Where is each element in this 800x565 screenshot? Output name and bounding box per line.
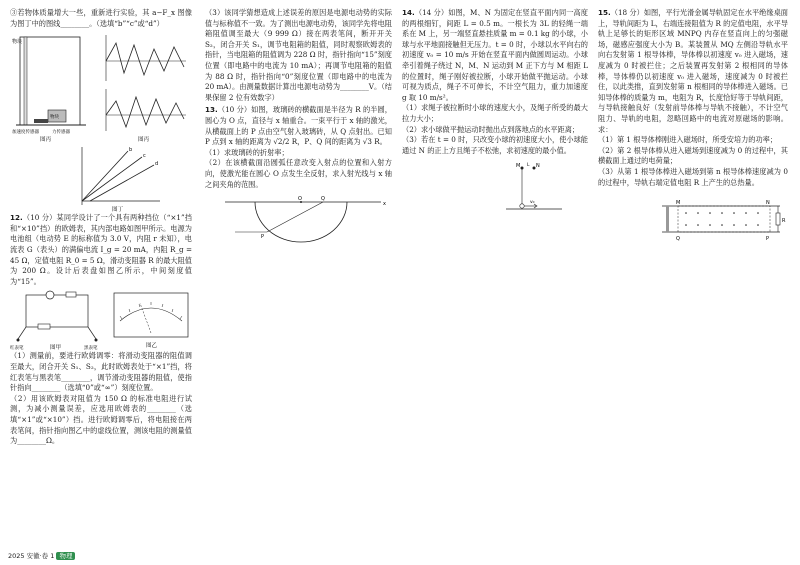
q12-sub3: （3）该同学猜想造成上述误差的原因是电源电动势的实际值与标称值不一致。为了测出电源电动势，该同学先将电阻箱阻值调至最大（9 999 Ω）接在两表笔间，断开开关 S₂，闭合开关 S₁，调节电阻箱的阻值，同时观察欧姆表的指针，当电阻箱的阻值调为 228 Ω 时，指针指向“15”刻度位置（即电路中的电流为 10 mA）；再调节电阻箱的阻值为 88 Ω 时，指针指向“0”刻度位置（即电路中的电流为 20 mA）。由测量数据计算出电源电动势为________V。（结果保留 2 位有效数字） <box>205 8 392 102</box>
label-P: P <box>261 234 265 241</box>
figure-bing <box>10 31 192 143</box>
q14-sub3: （3）若在 t = 0 时，只改变小球的初速度大小，使小球能通过 N 的正上方且绳子不松弛，求初速度的最小值。 <box>402 135 588 155</box>
q15-sub2: （2）第 2 根导体棒从进入磁场到速度减为 0 的过程中，其横截面上通过的电荷量； <box>598 145 788 166</box>
q15-body: （18 分）如图，平行光滑金属导轨固定在水平绝缘桌面上，导轨间距为 L，右端连接阻值为 R 的定值电阻，水平导轨上足够长的矩形区域 MNPQ 内存在竖直向上的匀强磁场，磁感应强度大小为 B。某装置从 MQ 左侧沿导轨水平向右发射第 1 根导体棒，导体棒以初速度 v₀ 进入磁场，速度减为 0 时被拦住；之后装置再发射第 2 根相同的导体棒，导体棒仍以初速度 v₀ 进入磁场，速度减为 0 时被拦住，以此类推，直到发射第 n 根相同的导体棒进入磁场。已知导体棒的质量为 m，电阻为 R，长度恰好等于导轨间距，与导轨接触良好（发射前导体棒与导轨不接触），不计空气阻力、导轨的电阻，忽略回路中的电流对原磁场的影响。求： <box>598 8 788 134</box>
column-3 <box>402 8 588 222</box>
resistor-R <box>776 213 780 225</box>
figure-jia-yi <box>10 289 192 351</box>
q12-sub1: （1）测量前，要进行欧姆调零：将滑动变阻器的阻值调至最大，闭合开关 S₁、S₂，此时欧姆表处于“×1”挡，将红表笔与黑表笔________，调节滑动变阻器的阻值，使指针指向________（选填“0”或“∞”）刻度位置。 <box>10 351 192 393</box>
q12-body: （10 分）某同学设计了一个具有两种挡位（“×1”挡和“×10”挡）的欧姆表，其内部电路如图甲所示。电源为电池组（电动势 E 的标称值为 3.0 V，内阻 r 未知），电流表 G（表头）的满偏电流 I_g = 20 mA，内阻 R_g = 45 Ω，定值电阻 R_0 = 5 Ω，滑动变阻器 R 的最大阻值为 200 Ω。设计后表盘如图乙所示，中间刻度值为“15”。 <box>10 213 192 286</box>
label-M: M <box>516 163 521 170</box>
q13-text <box>205 105 392 147</box>
figure-q13 <box>205 194 392 250</box>
label-M15: M <box>676 200 681 207</box>
figure-ding-caption: 图丁 <box>112 207 124 214</box>
q15-sub3: （3）从第 1 根导体棒进入磁场到第 n 根导体棒速度减为 0 的过程中，导轨右端定值电阻 R 上产生的总热量。 <box>598 166 788 187</box>
figure-ding <box>10 143 192 213</box>
q15-number: 15. <box>598 8 611 17</box>
label-block: 物块 <box>12 39 23 46</box>
q13-number: 13. <box>205 105 218 115</box>
column-2 <box>205 8 392 250</box>
q14-sub2: （2）求小球做平抛运动时抛出点到落地点的水平距离； <box>402 124 580 134</box>
line-d-label: d <box>155 161 159 168</box>
q14-body: （14 分）如图，M、N 为固定在竖直平面内同一高度的两根细钉，间距 L = 0.5 m。一根长为 3L 的轻绳一端系在 M 上，另一端竖直悬挂质量 m = 0.1 kg 的小球，小球与水平地面接触但无压力。t = 0 时，小球以水平向右的初速度 v₀ = 10 m/s 开始在竖直平面内做圆周运动。小球牵引着绳子绕过 N，M、N 运动到 M 正下方与 M 相距 L 的位置时，绳子刚好被拉断，小球开始做平抛运动。小球可视为质点，绳子不可伸长，不计空气阻力，重力加速度 g 取 10 m/s²。 <box>402 8 588 102</box>
column-4 <box>598 8 788 244</box>
label-R15: R <box>782 218 786 225</box>
figure-chart-caption: 图丙 <box>138 137 150 144</box>
subject-badge: 物理 <box>56 552 75 560</box>
q15-sub1: （1）第 1 根导体棒刚进入磁场时，所受安培力的功率； <box>598 135 778 145</box>
q12-sub2: （2）用该欧姆表对阻值为 150 Ω 的标准电阻进行试测，为减小测量误差，应选用欧姆表的________（选填“×1”或“×10”）挡。进行欧姆调零后，将电阻接在两表笔间，指针指向图乙中的虚线位置，测该电阻的测量值为________Ω。 <box>10 393 192 446</box>
footer-text: 2025 安徽·卷 1 <box>8 552 55 560</box>
label-force-sensor: 力传感器 <box>52 130 70 136</box>
figure-q13-svg <box>205 194 392 250</box>
figure-bing-svg <box>10 31 192 143</box>
column-1 <box>10 8 192 447</box>
label-v0: v₀ <box>530 200 535 206</box>
conductor-rod <box>666 206 669 232</box>
label-N15: N <box>766 200 770 207</box>
figure-q14-svg <box>402 162 588 222</box>
q14-sub1: （1）求绳子被拉断时小球的速度大小，及绳子所受的最大拉力大小； <box>402 103 588 123</box>
q14-number: 14. <box>402 8 415 17</box>
q12-text <box>10 213 192 287</box>
q13-sub1: （1）求玻璃砖的折射率； <box>205 147 289 157</box>
circuit-diagram <box>10 291 98 351</box>
label-O: O <box>298 196 302 203</box>
figure-q15-svg <box>598 196 788 244</box>
wave-graph-top <box>106 35 186 81</box>
q13-sub2: （2）在该横截面沿圆弧任意改变入射点的位置和入射方向，使激光能在圆心 O 点发生全反射，求入射光线与 x 轴之间夹角的范围。 <box>205 158 392 189</box>
black-probe-label: 黑表笔 <box>84 346 98 352</box>
label-P15: P <box>766 236 770 243</box>
red-probe-label: 红表笔 <box>10 346 24 352</box>
q13-body: （10 分）如图，玻璃砖的横截面是半径为 R 的半圆，圆心为 O 点，直径与 x 轴重合。一束平行于 x 轴的激光，从横截面上的 P 点由空气射入玻璃砖，从 Q 点射出。已知 P 点到 x 轴的距离为 √2/2 R，P、Q 间的距离为 √3 R。 <box>205 105 392 147</box>
figure-ding-svg <box>10 143 192 213</box>
label-x: x <box>383 201 386 208</box>
label-Q15: Q <box>676 236 680 243</box>
label-Q: Q <box>321 196 325 203</box>
figure-q15 <box>598 196 788 244</box>
figure-jia-caption: 图甲 <box>50 345 62 352</box>
q15-text <box>598 8 788 135</box>
figure-bing-caption: 图丙 <box>40 137 52 144</box>
figure-yi-caption: 图乙 <box>146 343 158 350</box>
meter-dial <box>114 293 188 349</box>
label-block-inner: 物块 <box>50 115 59 121</box>
wave-graph-bottom <box>106 89 186 131</box>
q12-number: 12. <box>10 213 23 223</box>
q14-text <box>402 8 588 103</box>
magnetic-field-dots <box>685 212 759 226</box>
figure-jia-yi-svg <box>10 289 192 351</box>
line-c-label: c <box>143 153 146 160</box>
figure-q14 <box>402 162 588 222</box>
label-L: L <box>527 163 530 169</box>
label-accel-sensor: 加速度传感器 <box>12 130 39 136</box>
page-footer <box>8 551 75 560</box>
q11-part3-text: ③若物体质量增大一些，重新进行实验，其 a−F_x 图像为图丁中的图线________。（选填“b”“c”或“d”） <box>10 8 192 28</box>
label-N: N <box>536 163 540 170</box>
line-b-label: b <box>129 147 133 154</box>
